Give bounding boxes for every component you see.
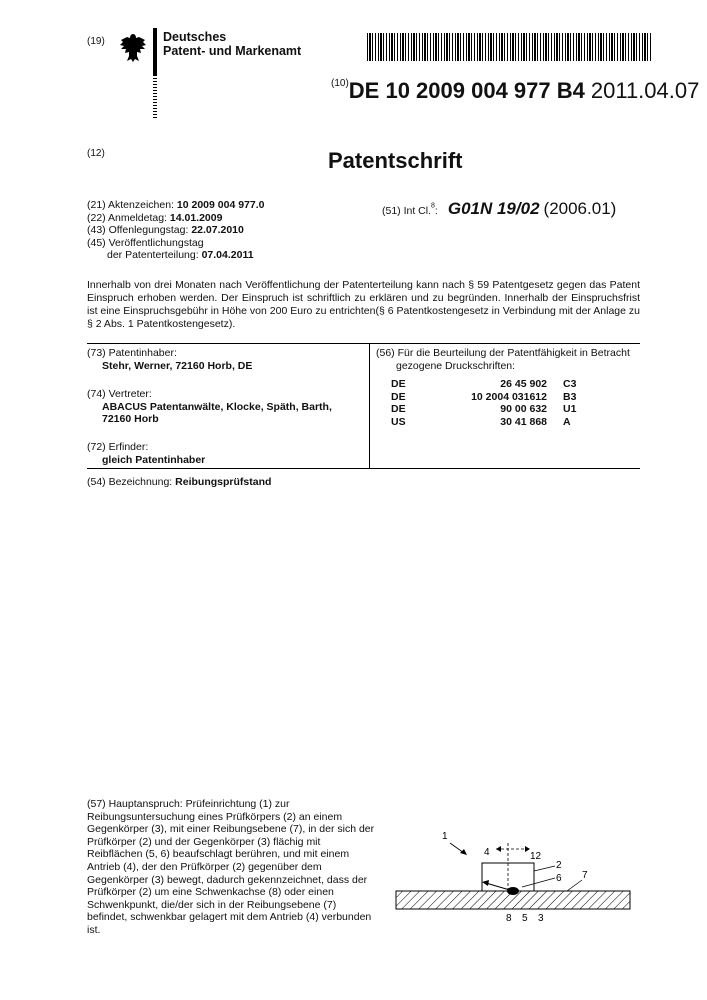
designation-label: (54) Bezeichnung: bbox=[87, 476, 173, 488]
application-number-label: (21) Aktenzeichen: bbox=[87, 199, 174, 211]
ref-kind: A bbox=[563, 415, 571, 428]
document-type-title: Patentschrift bbox=[328, 148, 463, 173]
inventor-label: (72) Erfinder: bbox=[87, 441, 149, 453]
table-row bbox=[391, 416, 576, 429]
figure-label-6: 6 bbox=[556, 873, 562, 884]
federal-eagle-logo bbox=[118, 32, 148, 64]
barcode bbox=[367, 33, 653, 61]
inventor: gleich Patentinhaber bbox=[102, 453, 206, 466]
representative-line1: ABACUS Patentanwälte, Klocke, Späth, Barth, bbox=[102, 400, 332, 413]
representative-line2: 72160 Horb bbox=[102, 413, 159, 425]
inventor-block bbox=[87, 441, 362, 466]
patent-owner-label: (73) Patentinhaber: bbox=[87, 347, 177, 359]
office-name-line2: Patent- und Markenamt bbox=[163, 44, 302, 58]
box-bottom-rule bbox=[87, 468, 640, 469]
representative-label: (74) Vertreter: bbox=[87, 388, 152, 400]
patent-owner: Stehr, Werner, 72160 Horb, DE bbox=[102, 359, 253, 372]
ref-number: 10 2004 031612 bbox=[471, 390, 547, 403]
box-top-rule bbox=[87, 343, 640, 344]
prior-art-label bbox=[376, 347, 640, 372]
inid-10: (10) bbox=[331, 78, 349, 89]
ipc-year: (2006.01) bbox=[543, 199, 617, 218]
figure-label-12: 12 bbox=[530, 851, 542, 862]
ref-number: 26 45 902 bbox=[500, 378, 547, 390]
representative-block bbox=[87, 388, 362, 426]
document-number-line bbox=[331, 78, 699, 104]
patent-owner-block bbox=[87, 347, 362, 372]
grant-date-label: der Patenterteilung: bbox=[107, 249, 199, 261]
filing-date-label: (22) Anmeldetag: bbox=[87, 211, 167, 224]
inid-19: (19) bbox=[87, 36, 105, 47]
document-date: 2011.04.07 bbox=[590, 78, 700, 103]
office-name-line1: Deutsches bbox=[163, 30, 227, 44]
figure-label-8: 8 bbox=[506, 913, 512, 924]
designation bbox=[87, 476, 271, 488]
ipc-class: G01N 19/02 bbox=[447, 199, 540, 218]
prior-art-label-line2: gezogene Druckschriften: bbox=[396, 359, 516, 372]
prior-art-label-line1: (56) Für die Beurteilung der Patentfähigkeit in Betracht bbox=[376, 347, 630, 359]
ref-country: DE bbox=[391, 378, 406, 390]
ipc-colon: : bbox=[434, 205, 438, 217]
grant-date: 07.04.2011 bbox=[201, 249, 254, 261]
figure-label-4: 4 bbox=[484, 847, 490, 858]
ref-country: DE bbox=[391, 390, 406, 403]
figure-label-1: 1 bbox=[442, 831, 448, 842]
ref-country: DE bbox=[391, 403, 406, 415]
figure-label-3: 3 bbox=[538, 913, 544, 924]
grant-date-row bbox=[87, 249, 264, 262]
ref-country: US bbox=[391, 415, 406, 428]
opposition-notice: Innerhalb von drei Monaten nach Veröffentlichung der Patenterteilung kann nach § 59 Patentgesetz gegen das Patent Einspruch erhoben werden. Der Einspruch ist schriftlich zu erklären und zu begründen. Innerhalb der Einspruchsfrist ist eine Einspruchsgebühr in Höhe von 200 Euro zu entrichten(§ 6 Patentkostengesetz in Verbindung mit der Anlage zu § 2 Abs. 1 Patentkostengesetz). bbox=[87, 279, 640, 330]
publication-date: 22.07.2010 bbox=[191, 224, 244, 236]
figure-label-7: 7 bbox=[582, 870, 588, 881]
main-claim: (57) Hauptanspruch: Prüfeinrichtung (1) zur Reibungsuntersuchung eines Prüfkörpers (2) an einem Gegenkörper (3), mit einer Reibungsebene (7), in der sich der Prüfkörper (2) und der Gegenkörper (3) flächig mit Reibflächen (5, 6) beaufschlagt berühren, und mit einem Antrieb (4), der den Prüfkörper (2) gegenüber dem Gegenkörper (3) bewegt, dadurch gekennzeichnet, dass der Prüfkörper (2) um eine Schwenkachse (8) oder einen Schwenkpunkt, die/der sich in der Reibungsebene (7) befindet, schwenkbar gelagert mit dem Antrieb (4) verbunden ist. bbox=[87, 798, 375, 936]
office-name bbox=[163, 30, 301, 58]
application-number: 10 2009 004 977.0 bbox=[176, 199, 265, 211]
ref-kind: C3 bbox=[563, 378, 577, 390]
ref-kind: U1 bbox=[563, 403, 577, 415]
bibliographic-data bbox=[87, 199, 264, 262]
table-row bbox=[391, 378, 576, 391]
figure-label-2: 2 bbox=[556, 860, 562, 871]
filing-date-row bbox=[87, 212, 264, 225]
inid-12: (12) bbox=[87, 148, 105, 159]
ref-kind: B3 bbox=[563, 390, 577, 403]
publication-date-row bbox=[87, 224, 264, 237]
patent-figure bbox=[392, 825, 632, 925]
ipc-classification bbox=[382, 199, 616, 219]
ref-number: 90 00 632 bbox=[500, 403, 547, 415]
filing-date: 14.01.2009 bbox=[169, 211, 223, 224]
logo-bar bbox=[153, 28, 157, 76]
ref-number: 30 41 868 bbox=[500, 415, 547, 428]
publication-date-label: (43) Offenlegungstag: bbox=[87, 224, 189, 236]
prior-art-table bbox=[391, 378, 576, 428]
document-number: DE 10 2009 004 977 B4 bbox=[348, 78, 585, 103]
table-row bbox=[391, 391, 576, 404]
figure-label-5: 5 bbox=[522, 913, 528, 924]
ipc-edition: 8 bbox=[431, 202, 435, 210]
application-number-row bbox=[87, 199, 264, 212]
logo-hatch-bar bbox=[153, 76, 157, 118]
table-row bbox=[391, 403, 576, 416]
designation-value: Reibungsprüfstand bbox=[175, 476, 272, 488]
test-body bbox=[482, 863, 534, 891]
grant-date-label-line1: (45) Veröffentlichungstag bbox=[87, 236, 204, 249]
box-divider bbox=[369, 343, 370, 468]
ipc-label: (51) Int Cl. bbox=[382, 205, 432, 217]
